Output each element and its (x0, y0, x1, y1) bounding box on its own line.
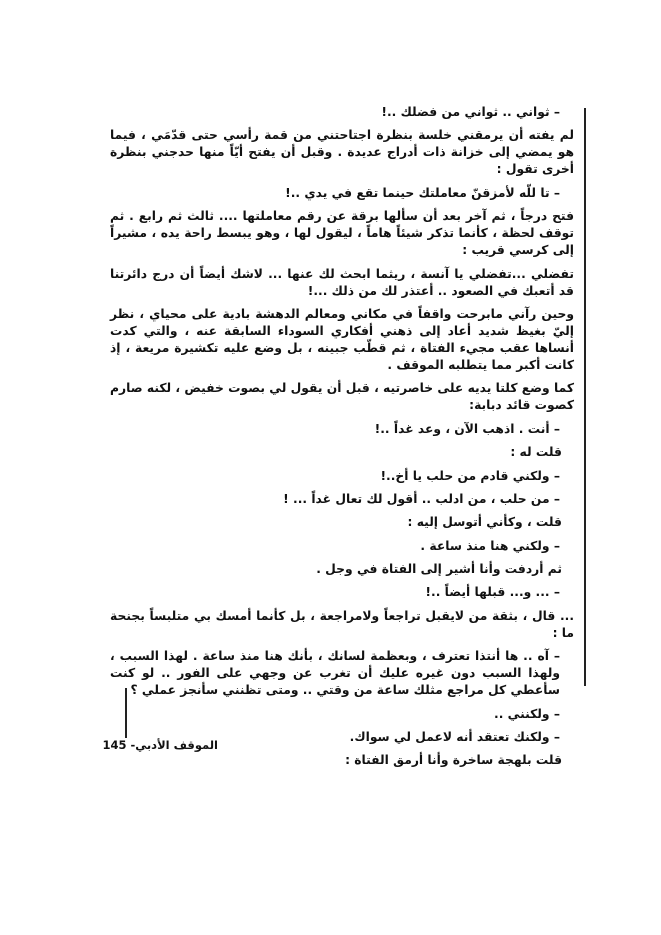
paragraph-19: – ولكنك تعتقد أنه لاعمل لي سواك. (349, 730, 560, 745)
paragraph-18: – ولكنني .. (494, 706, 560, 721)
margin-rule-right (584, 108, 586, 686)
paragraph-16: ... قال ، بثقة من لايقبل تراجعاً ولامراجعة ، بل كأنما أمسك بي متلبساً بجنحة ما : (110, 608, 574, 640)
paragraph-1: – ثواني .. ثواني من فضلك ..! (381, 105, 560, 119)
paragraph-2: لم يفته أن يرمقني خلسة بنظرة اجتاحتني من قمة رأسي حتى قدّمَي ، فيما هو يمضي إلى خزانة ذات أدراج عديدة . وقبل أن يفتح أيّاً منها حدجني بنظرة أخرى تقول : (110, 128, 574, 177)
paragraph-10: – ولكني قادم من حلب يا أخ..! (380, 468, 560, 483)
paragraph-7: كما وضع كلتا يديه على خاصرتيه ، قبل أن يقول لي بصوت خفيض ، لكنه صارم كصوت قائد دبابة: (110, 381, 574, 413)
story-text (110, 104, 574, 776)
paragraph-20: قلت بلهجة ساخرة وأنا أرمق الفتاة : (345, 753, 562, 768)
paragraph-14: ثم أردفت وأنا أشير إلى الفتاة في وجل . (316, 562, 562, 577)
paragraph-8: – أنت . اذهب الآن ، وعد غداً ..! (374, 421, 560, 436)
paragraph-5: تفضلي ...تفضلي يا آنسة ، ريثما ابحث لك عنها ... لاشك أيضاً أن درج دائرتنا قد أتعبك في الصعود .. أعتذر لك من ذلك ...! (110, 266, 574, 298)
paragraph-3: – تا للّه لأمزقنّ معاملتك حينما تقع في يدي ..! (285, 185, 560, 200)
paragraph-11: – من حلب ، من ادلب .. أقول لك تعال غداً ... ! (283, 491, 560, 506)
paragraph-9: قلت له : (510, 445, 562, 460)
paragraph-12: قلت ، وكأني أتوسل إليه : (407, 515, 562, 530)
page-footer: الموقف الأدبي- 145 (102, 738, 218, 752)
paragraph-17: – آه .. ها أنتذا تعترف ، وبعظمة لسانك ، بأنك هنا منذ ساعة . لهذا السبب ، ولهذا السبب دون غيره عليك أن تغرب عن وجهي على الفور .. لو كنت سأعطي كل مراجع مثلك ساعة من وقتي .. ومتى تظنني سأنجز عملي ؟ (110, 649, 560, 698)
paragraph-6: وحين رآني مابرحت واقفاً في مكاني ومعالم الدهشة بادية على محياي ، نظر إليّ بغيظ شديد أعاد إلى ذهني أفكاري السوداء السابقة عنه ، والتي كدت أنساها عقب مجيء الفتاة ، ثم قطّب جبينه ، بل وضع عليه تكشيرة مريعة ، إذ كانت أكبر مما يتطلبه الموقف . (110, 306, 574, 372)
paragraph-13: – ولكني هنا منذ ساعة . (420, 538, 560, 553)
paragraph-15: – ... و... قبلها أيضاً ..! (425, 585, 560, 600)
paragraph-4: فتح درجاً ، ثم آخر بعد أن سألها برقة عن رقم معاملتها .... ثالث ثم رابع . ثم توقف لحظة ، كأنما تذكر شيئاً هاماً ، ليقول لها ، وهو يبسط راحة يده ، مشيراً إلى كرسي قريب : (110, 209, 574, 258)
